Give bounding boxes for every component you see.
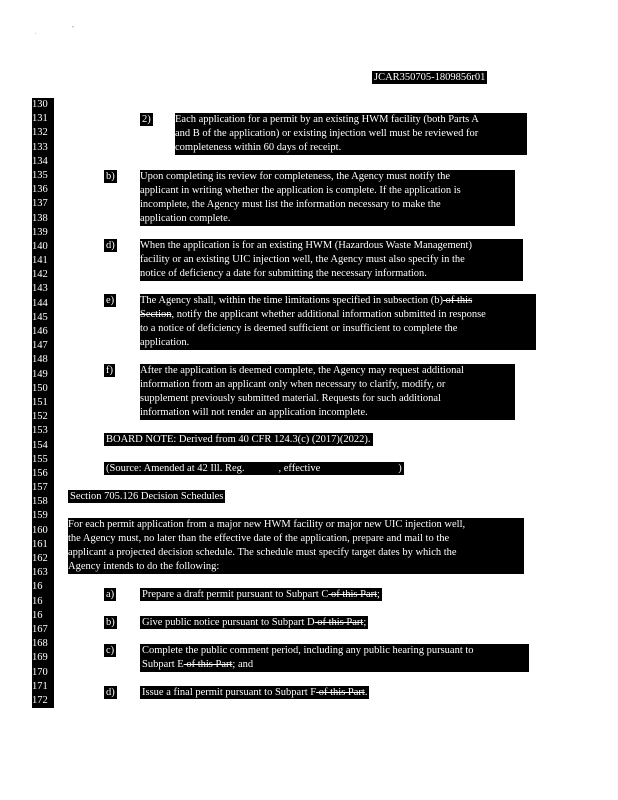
text-line bbox=[140, 294, 536, 308]
board-note: BOARD NOTE: Derived from 40 CFR 124.3(c) (2017)(2022). bbox=[106, 434, 371, 445]
item-label-f: f) bbox=[106, 365, 113, 376]
line-number: 160 bbox=[32, 524, 48, 536]
schedule-item-b bbox=[140, 616, 368, 629]
line-number: 130 bbox=[32, 99, 48, 110]
line-number-gutter bbox=[32, 98, 54, 708]
schedule-label-a: a) bbox=[106, 589, 115, 600]
line-number: 156 bbox=[32, 467, 48, 479]
deleted-text: of this Part bbox=[328, 589, 378, 600]
line-number: 171 bbox=[32, 680, 48, 692]
line-number: 150 bbox=[32, 382, 48, 394]
source-effective: , effective bbox=[278, 463, 321, 474]
item-label-b: b) bbox=[106, 171, 115, 182]
text-run: Prepare a draft permit pursuant to Subpart C bbox=[142, 589, 329, 600]
scan-mark: . bbox=[35, 30, 37, 36]
text-line: incomplete, the Agency must list the information necessary to make the bbox=[140, 199, 441, 210]
text-line: facility or an existing UIC injection well, the Agency must also specify in the bbox=[140, 254, 465, 265]
text-line: After the application is deemed complete, the Agency may request additional bbox=[140, 365, 464, 376]
text-line: to a notice of deficiency is deemed sufficient or insufficient to complete the bbox=[140, 323, 458, 334]
scan-mark: " bbox=[72, 26, 75, 32]
text-line: Complete the public comment period, including any public hearing pursuant to bbox=[142, 645, 474, 656]
text-line: information from an applicant only when necessary to clarify, modify, or bbox=[140, 379, 446, 390]
text-run: ; bbox=[377, 589, 380, 600]
line-number: 172 bbox=[32, 694, 48, 706]
text-line bbox=[140, 308, 536, 322]
text-line bbox=[142, 658, 527, 672]
text-line: Agency intends to do the following: bbox=[68, 561, 220, 572]
text-line: applicant in writing whether the application is complete. If the application is bbox=[140, 185, 461, 196]
text-line: applicant a projected decision schedule. The schedule must specify target dates by which the bbox=[68, 547, 457, 558]
line-number: 131 bbox=[32, 113, 48, 125]
item-label-e: e) bbox=[106, 295, 115, 306]
text-run: Subpart E bbox=[142, 659, 184, 670]
deleted-text: Section bbox=[140, 309, 172, 320]
line-number: 157 bbox=[32, 482, 48, 494]
text-line: information will not render an application incomplete. bbox=[140, 407, 368, 418]
text-line: supplement previously submitted material. Requests for such additional bbox=[140, 393, 441, 404]
line-number: 158 bbox=[32, 496, 48, 508]
line-number: 134 bbox=[32, 155, 48, 167]
line-number: 138 bbox=[32, 212, 48, 224]
line-number: 162 bbox=[32, 553, 48, 564]
text-run: ; bbox=[363, 617, 367, 628]
line-number: 153 bbox=[32, 425, 48, 437]
schedule-label-b: b) bbox=[106, 617, 115, 628]
line-number: 148 bbox=[32, 354, 48, 366]
deleted-text: of this Part bbox=[316, 687, 365, 698]
deleted-text: of this Part bbox=[183, 659, 233, 670]
schedule-label-d: d) bbox=[106, 687, 115, 698]
item-e-text bbox=[140, 294, 536, 350]
text-line: When the application is for an existing HWM (Hazardous Waste Management) bbox=[140, 240, 472, 251]
line-number: 151 bbox=[32, 396, 48, 408]
item-label-d: d) bbox=[106, 240, 115, 251]
schedule-label-c: c) bbox=[106, 645, 115, 656]
line-number: 16 bbox=[32, 581, 43, 593]
source-prefix: (Source: Amended at 42 Ill. Reg. bbox=[106, 463, 245, 474]
line-number: 147 bbox=[32, 340, 48, 352]
text-line: Upon completing its review for completeness, the Agency must notify the bbox=[140, 171, 450, 182]
text-line: Each application for a permit by an existing HWM facility (both Parts A bbox=[175, 114, 479, 125]
item-d-text bbox=[140, 239, 523, 281]
deleted-text: of this Part bbox=[314, 617, 364, 628]
schedule-item-d bbox=[140, 686, 369, 699]
line-number: 170 bbox=[32, 666, 48, 678]
text-line: and B of the application) or existing injection well must be reviewed for bbox=[175, 128, 479, 139]
line-number: 137 bbox=[32, 198, 48, 210]
line-number: 132 bbox=[32, 127, 48, 139]
source-note bbox=[104, 462, 404, 475]
line-number: 169 bbox=[32, 652, 48, 664]
line-number: 135 bbox=[32, 169, 48, 181]
item-f-text bbox=[140, 364, 515, 420]
intro-paragraph bbox=[68, 518, 524, 574]
line-number: 141 bbox=[32, 255, 48, 267]
line-number: 168 bbox=[32, 638, 48, 650]
line-number: 140 bbox=[32, 240, 48, 252]
item-b-text bbox=[140, 170, 515, 226]
text-run: ; and bbox=[232, 659, 254, 670]
text-run: Issue a final permit pursuant to Subpart F bbox=[142, 687, 317, 698]
item-label-2: 2) bbox=[142, 114, 151, 125]
line-number: 142 bbox=[32, 269, 48, 281]
line-number: 146 bbox=[32, 326, 48, 337]
line-number: 154 bbox=[32, 439, 48, 451]
text-line: notice of deficiency a date for submitting the necessary information. bbox=[140, 268, 427, 279]
line-number: 16 bbox=[32, 595, 43, 607]
section-heading: Section 705.126 Decision Schedules bbox=[70, 491, 224, 502]
line-number: 16 bbox=[32, 609, 43, 621]
text-run: . bbox=[364, 687, 368, 698]
line-number: 143 bbox=[32, 283, 48, 295]
text-line: the Agency must, no later than the effective date of the application, prepare and mail to the bbox=[68, 533, 450, 544]
schedule-item-a bbox=[140, 588, 382, 601]
text-line: application complete. bbox=[140, 213, 231, 224]
line-number: 133 bbox=[32, 141, 48, 153]
line-number: 145 bbox=[32, 311, 48, 323]
line-number: 152 bbox=[32, 411, 48, 423]
header-code: JCAR350705-1809856r01 bbox=[374, 72, 486, 83]
text-run: Give public notice pursuant to Subpart D bbox=[142, 617, 315, 628]
line-number: 163 bbox=[32, 567, 48, 579]
line-number: 161 bbox=[32, 538, 48, 550]
text-run: The Agency shall, within the time limitations specified in subsection (b) bbox=[140, 295, 443, 306]
deleted-text: of this bbox=[442, 295, 473, 306]
text-line: For each permit application from a major new HWM facility or major new UIC injection well, bbox=[68, 519, 466, 530]
line-number: 139 bbox=[32, 226, 48, 238]
text-line: completeness within 60 days of receipt. bbox=[175, 142, 342, 153]
item-2-text bbox=[175, 113, 527, 155]
text-line: application. bbox=[140, 337, 190, 348]
line-number: 155 bbox=[32, 453, 48, 465]
text-run: , notify the applicant whether additional information submitted in response bbox=[171, 309, 486, 320]
source-suffix: ) bbox=[398, 463, 402, 474]
line-number: 167 bbox=[32, 623, 48, 635]
schedule-item-c bbox=[140, 644, 529, 672]
line-number: 159 bbox=[32, 510, 48, 522]
line-number: 149 bbox=[32, 368, 48, 380]
line-number: 144 bbox=[32, 297, 48, 309]
line-number: 136 bbox=[32, 184, 48, 196]
